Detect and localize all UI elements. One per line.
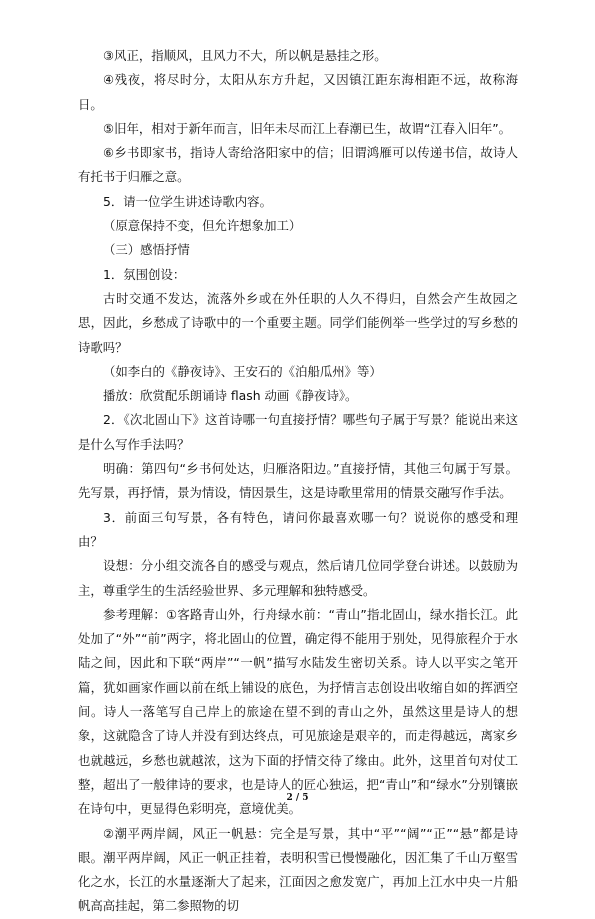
paragraph: （原意保持不变，但允许想象加工） <box>103 218 302 234</box>
paragraph: 设想：分小组交流各自的感受与观点，然后请几位同学登台讲述。以鼓励为主，尊重学生的生活经验世界、多元理解和独特感受。 <box>78 558 518 598</box>
paragraph: 参考理解：①客路青山外，行舟绿水前：“青山”指北固山，绿水指长江。此处加了“外”“前”两字，将北固山的位置，确定得不能用于别处，见得旅程介于水陆之间，因此和下联“两岸”“一帆”描写水陆发生密切关系。诗人以平实之笔开篇，犹如画家作画以前在纸上铺设的底色，为抒情言志创设出收缩自如的挥洒空间。诗人一落笔写自己岸上的旅途在望不到的青山之外，虽然这里是诗人的想象，这就隐含了诗人并没有到达终点，可见旅途是艰辛的，而走得越远，离家乡也就越远，乡愁也就越浓，这为下面的抒情交待了缘由。此外，这里首句对仗工整，超出了一般律诗的要求，也是诗人的匠心独运，把“青山”和“绿水”分别镶嵌在诗句中，更显得色彩明亮，意境优美。 <box>78 606 518 817</box>
section-heading: （三）感悟抒情 <box>103 242 190 258</box>
paragraph: ③风正，指顺风，且风力不大，所以帆是悬挂之形。 <box>103 48 387 63</box>
page-number: 2 / 5 <box>286 793 309 803</box>
question-heading: 3．前面三句写景，各有特色，请问你最喜欢哪一句？说说你的感受和理由？ <box>78 509 518 549</box>
paragraph: ②潮平两岸阔，风正一帆悬：完全是写景，其中“平”“阔”“正”“悬”都是诗眼。潮平两岸阔，风正一帆正挂着，表明积雪已慢慢融化，因汇集了千山万壑雪化之水，长江的水量逐渐大了起来，江面因之愈发宽广，再加上江水中央一片船帆高高挂起，第二参照物的切 <box>78 825 518 914</box>
paragraph: ④残夜，将尽时分，太阳从东方升起，又因镇江距东海相距不远，故称海日。 <box>78 72 518 112</box>
paragraph: 播放：欣赏配乐朗诵诗 flash 动画《静夜诗》。 <box>103 388 358 404</box>
paragraph: 古时交通不发达，流落外乡或在外任职的人久不得归，自然会产生故园之思，因此，乡愁成了诗歌中的一个重要主题。同学们能例举一些学过的写乡愁的诗歌吗？ <box>78 290 518 355</box>
body-text <box>78 44 518 919</box>
paragraph: 明确：第四句“乡书何处达，归雁洛阳边。”直接抒情，其他三句属于写景。先写景，再抒情，景为情设，情因景生，这是诗歌里常用的情景交融写作手法。 <box>78 461 518 501</box>
subsection-heading: 1．氛围创设： <box>103 266 186 282</box>
paragraph: （如李白的《静夜诗》、王安石的《泊船瓜州》等） <box>103 363 382 379</box>
paragraph: ⑥乡书即家书，指诗人寄给洛阳家中的信；旧谓鸿雁可以传递书信，故诗人有托书于归雁之意。 <box>78 145 518 185</box>
question-heading: 2．《次北固山下》这首诗哪一句直接抒情？哪些句子属于写景？能说出来这是什么写作手法吗？ <box>78 412 518 452</box>
paragraph: ⑤旧年，相对于新年而言，旧年未尽而江上春潮已生，故谓“江春入旧年”。 <box>103 120 512 136</box>
question-heading: 5．请一位学生讲述诗歌内容。 <box>103 193 272 209</box>
